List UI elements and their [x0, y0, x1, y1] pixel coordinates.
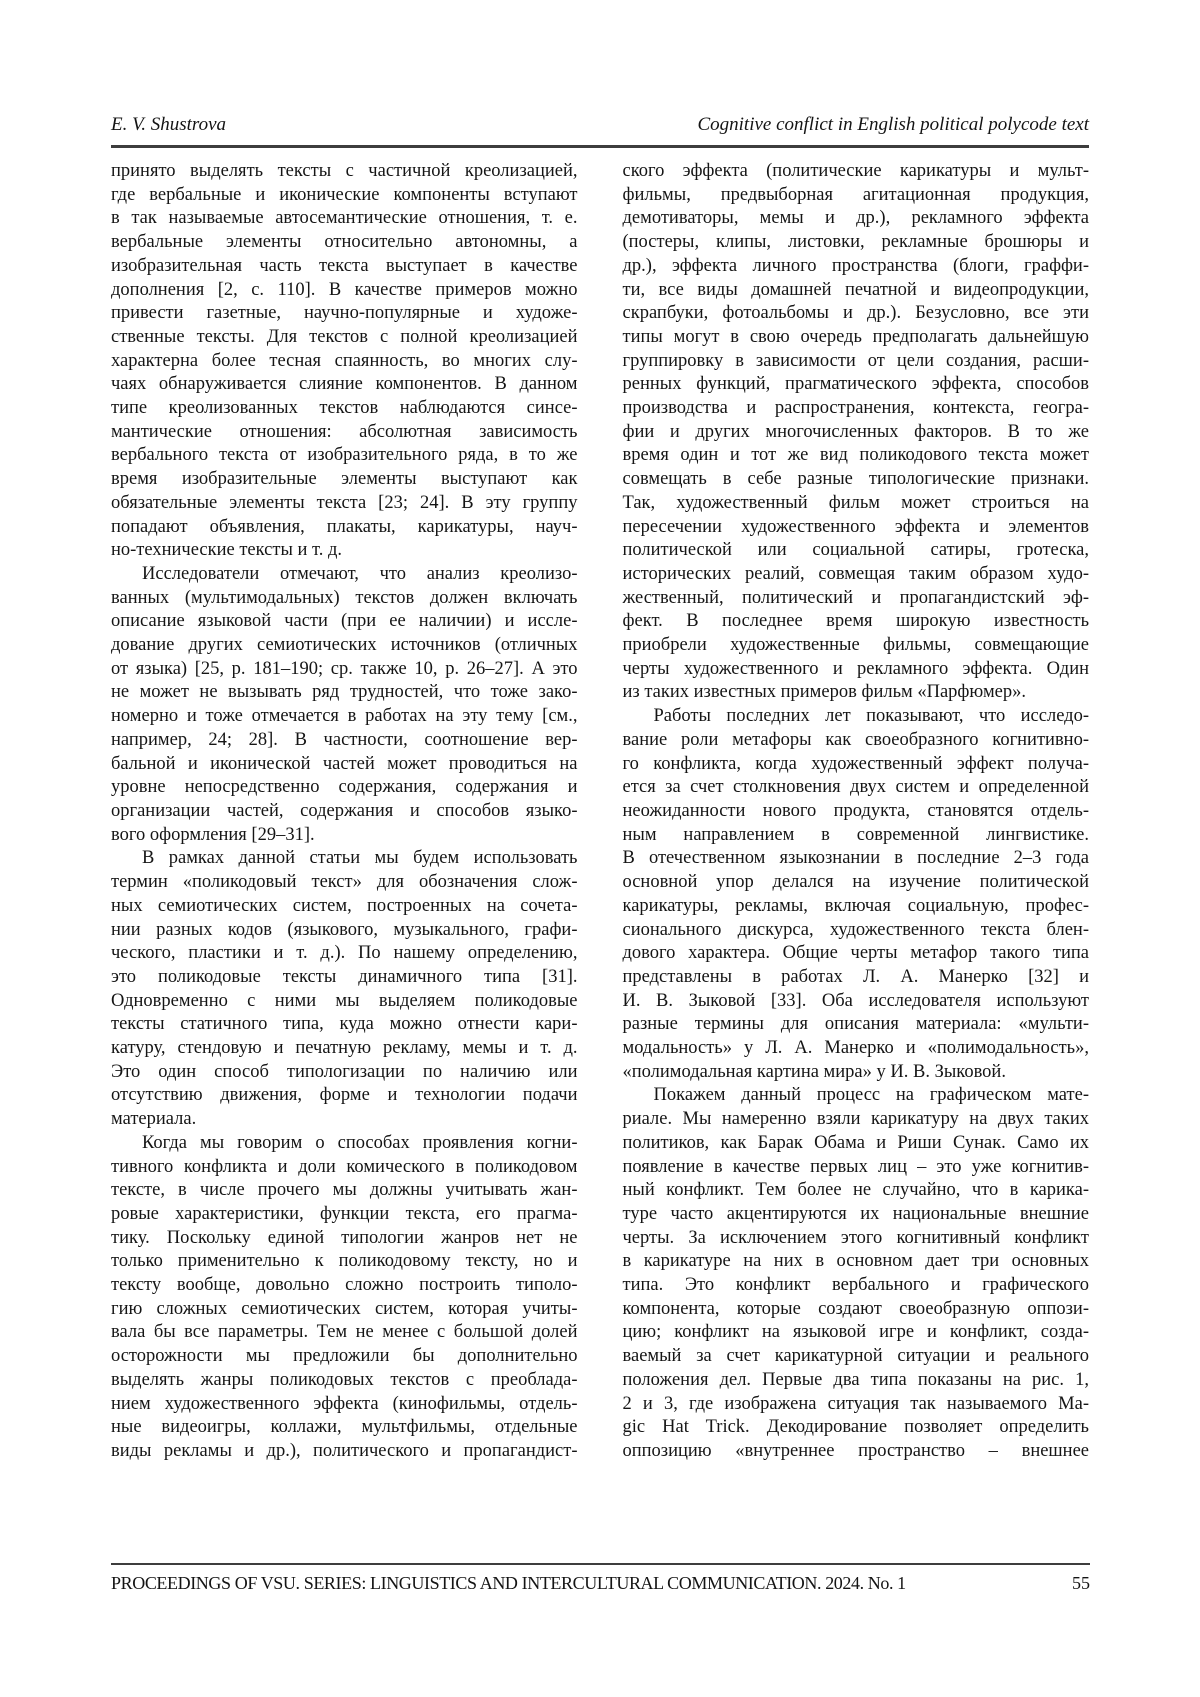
text-line: го конфликта, когда художественный эффект получа-	[622, 753, 1089, 774]
text-line: компонента, которые создают своеобразную оппози-	[622, 1298, 1089, 1319]
text-line: В рамках данной статьи мы будем использовать	[142, 848, 578, 869]
text-line: это поликодовые тексты динамичного типа [31].	[111, 966, 578, 987]
right-column	[623, 160, 1090, 1464]
text-line: пересечении художественного эффекта и элементов	[622, 516, 1089, 537]
text-line: ственные тексты. Для текстов с полной креолизацией	[111, 326, 578, 347]
text-line: время изобразительные элементы выступают как	[111, 469, 578, 490]
text-line: изобразительная часть текста выступает в качестве	[111, 255, 578, 276]
text-line: обязательные элементы текста [23; 24]. В эту группу	[111, 492, 578, 513]
text-line: например, 24; 28]. В частности, соотношение вер-	[111, 729, 578, 750]
text-line: приобрели художественные фильмы, совмещающие	[622, 635, 1089, 656]
text-line: вала бы все параметры. Тем не менее с большой долей	[111, 1322, 578, 1343]
text-line: разные термины для описания материала: «мульти-	[622, 1014, 1089, 1035]
text-line: ванных (мультимодальных) текстов должен включать	[111, 587, 578, 608]
text-line: вербальные элементы относительно автономны, а	[111, 232, 578, 253]
text-line: политической или социальной сатиры, гротеска,	[622, 540, 1089, 561]
text-line: фект. В последнее время широкую известность	[622, 611, 1089, 632]
paragraph	[111, 563, 578, 847]
running-header-author: E. V. Shustrova	[111, 114, 227, 135]
text-line: виды рекламы и др.), политического и пропагандист-	[111, 1440, 578, 1461]
text-line: попадают объявления, плакаты, карикатуры, науч-	[111, 516, 578, 537]
article-body	[111, 160, 1089, 1464]
text-line: уровне непосредственно содержания, содержания и	[111, 777, 578, 798]
text-line: мантические отношения: абсолютная зависимость	[111, 421, 578, 442]
running-header-title: Cognitive conflict in English political polycode text	[697, 114, 1089, 135]
text-line: тексту вообще, довольно сложно построить типоло-	[111, 1275, 578, 1296]
text-line: чаях обнаруживается слияние компонентов. В данном	[111, 374, 578, 395]
text-line: из таких известных примеров фильм «Парфюмер».	[622, 682, 1027, 703]
text-line: тивного конфликта и доли комического в поликодовом	[111, 1156, 578, 1177]
text-line: (постеры, клипы, листовки, рекламные брошюры и	[622, 232, 1089, 253]
text-line: дового характера. Общие черты метафор такого типа	[622, 943, 1089, 964]
text-line: неожиданности нового продукта, становятся отдель-	[622, 800, 1089, 821]
text-line: оппозицию «внутреннее пространство – внешнее	[622, 1440, 1089, 1461]
text-line: ческого, пластики и т. д.). По нашему определению,	[111, 943, 578, 964]
text-line: политиков, как Барак Обама и Риши Сунак. Само их	[622, 1132, 1089, 1153]
text-line: от языка) [25, p. 181–190; ср. также 10, p. 26–27]. А это	[111, 658, 578, 679]
text-line: черты художественного и рекламного эффекта. Один	[622, 658, 1089, 679]
paragraph	[623, 705, 1090, 1084]
text-line: туре часто акцентируются их национальные внешние	[622, 1203, 1089, 1224]
text-line: бальной и иконической частей может проводиться на	[111, 753, 578, 774]
text-line: др.), эффекта личного пространства (блоги, граффи-	[622, 255, 1089, 276]
text-line: сионального дискурса, художественного текста блен-	[622, 919, 1089, 940]
text-line: тексте, в числе прочего мы должны учитывать жан-	[111, 1180, 578, 1201]
text-line: ренных функций, прагматического эффекта, способов	[622, 374, 1089, 395]
text-line: Работы последних лет показывают, что исследо-	[653, 706, 1089, 727]
paragraph	[111, 160, 578, 563]
text-line: но-технические тексты и т. д.	[111, 540, 343, 561]
text-line: не может не вызывать ряд трудностей, что тоже зако-	[111, 682, 578, 703]
text-line: отсутствию движения, форме и технологии подачи	[111, 1085, 578, 1106]
text-line: привести газетные, научно-популярные и художе-	[111, 303, 578, 324]
text-line: осторожности мы предложили бы дополнительно	[111, 1346, 578, 1367]
text-line: Одновременно с ними мы выделяем поликодовые	[111, 990, 578, 1011]
text-line: номерно и тоже отмечается в работах на эту тему [см.,	[111, 706, 578, 727]
text-line: Покажем данный процесс на графическом мате-	[653, 1085, 1089, 1106]
text-line: ется за счет столкновения двух систем и определенной	[622, 777, 1089, 798]
text-line: время один и тот же вид поликодового текста может	[622, 445, 1089, 466]
text-line: жественный, политический и пропагандистский эф-	[622, 587, 1089, 608]
text-line: ным направлением в современной лингвистике.	[622, 824, 1089, 845]
text-line: ровые характеристики, функции текста, его прагма-	[111, 1203, 578, 1224]
text-line: материала.	[111, 1109, 197, 1130]
text-line: только применительно к поликодовому тексту, но и	[111, 1251, 578, 1272]
text-line: совмещать в себе разные типологические признаки.	[622, 469, 1089, 490]
text-line: карикатуры, рекламы, включая социальную, профес-	[622, 895, 1089, 916]
text-line: характерна более тесная спаянность, во многих слу-	[111, 350, 578, 371]
text-line: описание языковой части (при ее наличии) и иссле-	[111, 611, 578, 632]
text-line: вого оформления [29–31].	[111, 824, 315, 845]
text-line: ского эффекта (политические карикатуры и мульт-	[622, 161, 1089, 181]
text-line: фии и других многочисленных факторов. В то же	[622, 421, 1089, 442]
text-line: gic Hat Trick. Декодирование позволяет определить	[622, 1417, 1089, 1438]
text-line: исторических реалий, совмещая таким образом худо-	[622, 563, 1089, 584]
text-line: нии разных кодов (языкового, музыкального, графи-	[111, 919, 578, 940]
text-line: ные видеоигры, коллажи, мультфильмы, отдельные	[111, 1417, 578, 1438]
paragraph	[111, 847, 578, 1131]
running-footer	[111, 1563, 1090, 1594]
journal-line: PROCEEDINGS OF VSU. SERIES: LINGUISTICS AND INTERCULTURAL COMMUNICATION. 2024. No. 1	[111, 1573, 906, 1593]
text-line: В отечественном языкознании в последние 2–3 года	[622, 848, 1089, 869]
text-line: ти, все виды домашней печатной и видеопродукции,	[622, 279, 1089, 300]
text-line: черты. За исключением этого когнитивный конфликт	[622, 1227, 1089, 1248]
paragraph	[623, 1084, 1090, 1463]
text-line: тику. Поскольку единой типологии жанров нет не	[111, 1227, 578, 1248]
text-line: типе креолизованных текстов наблюдаются синсе-	[111, 398, 578, 419]
text-line: Когда мы говорим о способах проявления когни-	[142, 1132, 578, 1153]
text-line: вание роли метафоры как своеобразного когнитивно-	[622, 729, 1089, 750]
text-line: И. В. Зыковой [33]. Оба исследователя используют	[622, 990, 1089, 1011]
running-header	[111, 0, 1089, 136]
text-line: ный конфликт. Тем более не случайно, что в карика-	[622, 1180, 1089, 1201]
text-line: появление в качестве первых лиц – это уже когнитив-	[622, 1156, 1089, 1177]
text-line: тексты статичного типа, куда можно отнести кари-	[111, 1014, 578, 1035]
text-line: где вербальные и иконические компоненты вступают	[111, 184, 578, 205]
text-line: термин «поликодовый текст» для обозначения слож-	[111, 872, 578, 893]
text-line: дование других семиотических источников (отличных	[111, 635, 578, 656]
text-line: Так, художественный фильм может строиться на	[622, 492, 1089, 513]
text-line: типы могут в свою очередь предполагать дальнейшую	[622, 326, 1089, 347]
text-line: Это один способ типологизации по наличию или	[111, 1061, 578, 1082]
text-line: Исследователи отмечают, что анализ креолизо-	[142, 563, 578, 584]
text-line: в карикатуре на них в основном дает три основных	[622, 1251, 1089, 1272]
text-line: дополнения [2, с. 110]. В качестве примеров можно	[111, 279, 578, 300]
left-column	[111, 160, 578, 1464]
text-line: группировку в зависимости от цели создания, расши-	[622, 350, 1089, 371]
text-line: типа. Это конфликт вербального и графического	[622, 1275, 1089, 1296]
text-line: риале. Мы намеренно взяли карикатуру на двух таких	[622, 1109, 1089, 1130]
text-line: представлены в работах Л. А. Манерко [32] и	[622, 966, 1089, 987]
text-line: демотиваторы, мемы и др.), рекламного эффекта	[622, 208, 1089, 229]
text-line: положения дел. Первые два типа показаны на рис. 1,	[622, 1369, 1089, 1390]
text-line: катуру, стендовую и печатную рекламу, мемы и т. д.	[111, 1038, 578, 1059]
header-rule	[111, 145, 1089, 148]
text-line: фильмы, предвыборная агитационная продукция,	[622, 184, 1089, 205]
text-line: принято выделять тексты с частичной креолизацией,	[111, 161, 578, 181]
text-line: скрапбуки, фотоальбомы и др.). Безусловно, все эти	[622, 303, 1089, 324]
text-line: ваемый за счет карикатурной ситуации и реального	[622, 1346, 1089, 1367]
text-line: основной упор делался на изучение политической	[622, 872, 1089, 893]
text-line: цию; конфликт на языковой игре и конфликт, созда-	[622, 1322, 1089, 1343]
text-line: гию сложных семиотических систем, которая учиты-	[111, 1298, 578, 1319]
text-line: «полимодальная картина мира» у И. В. Зыковой.	[622, 1061, 1006, 1082]
page-number: 55	[1072, 1573, 1090, 1593]
text-line: организации частей, содержания и способов языко-	[111, 800, 578, 821]
text-line: вербального текста от изобразительного ряда, в то же	[111, 445, 578, 466]
text-line: производства и распространения, контекста, геогра-	[622, 398, 1089, 419]
paragraph	[623, 160, 1090, 705]
text-line: ных семиотических систем, построенных на сочета-	[111, 895, 578, 916]
text-line: нием художественного эффекта (кинофильмы, отдель-	[111, 1393, 578, 1414]
text-line: в так называемые автосемантические отношения, т. е.	[111, 208, 578, 229]
text-line: модальность» у Л. А. Манерко и «полимодальность»,	[622, 1038, 1089, 1059]
paragraph	[111, 1132, 578, 1464]
text-line: выделять жанры поликодовых текстов с преоблада-	[111, 1369, 578, 1390]
text-line: 2 и 3, где изображена ситуация так называемого Ma-	[622, 1393, 1089, 1414]
